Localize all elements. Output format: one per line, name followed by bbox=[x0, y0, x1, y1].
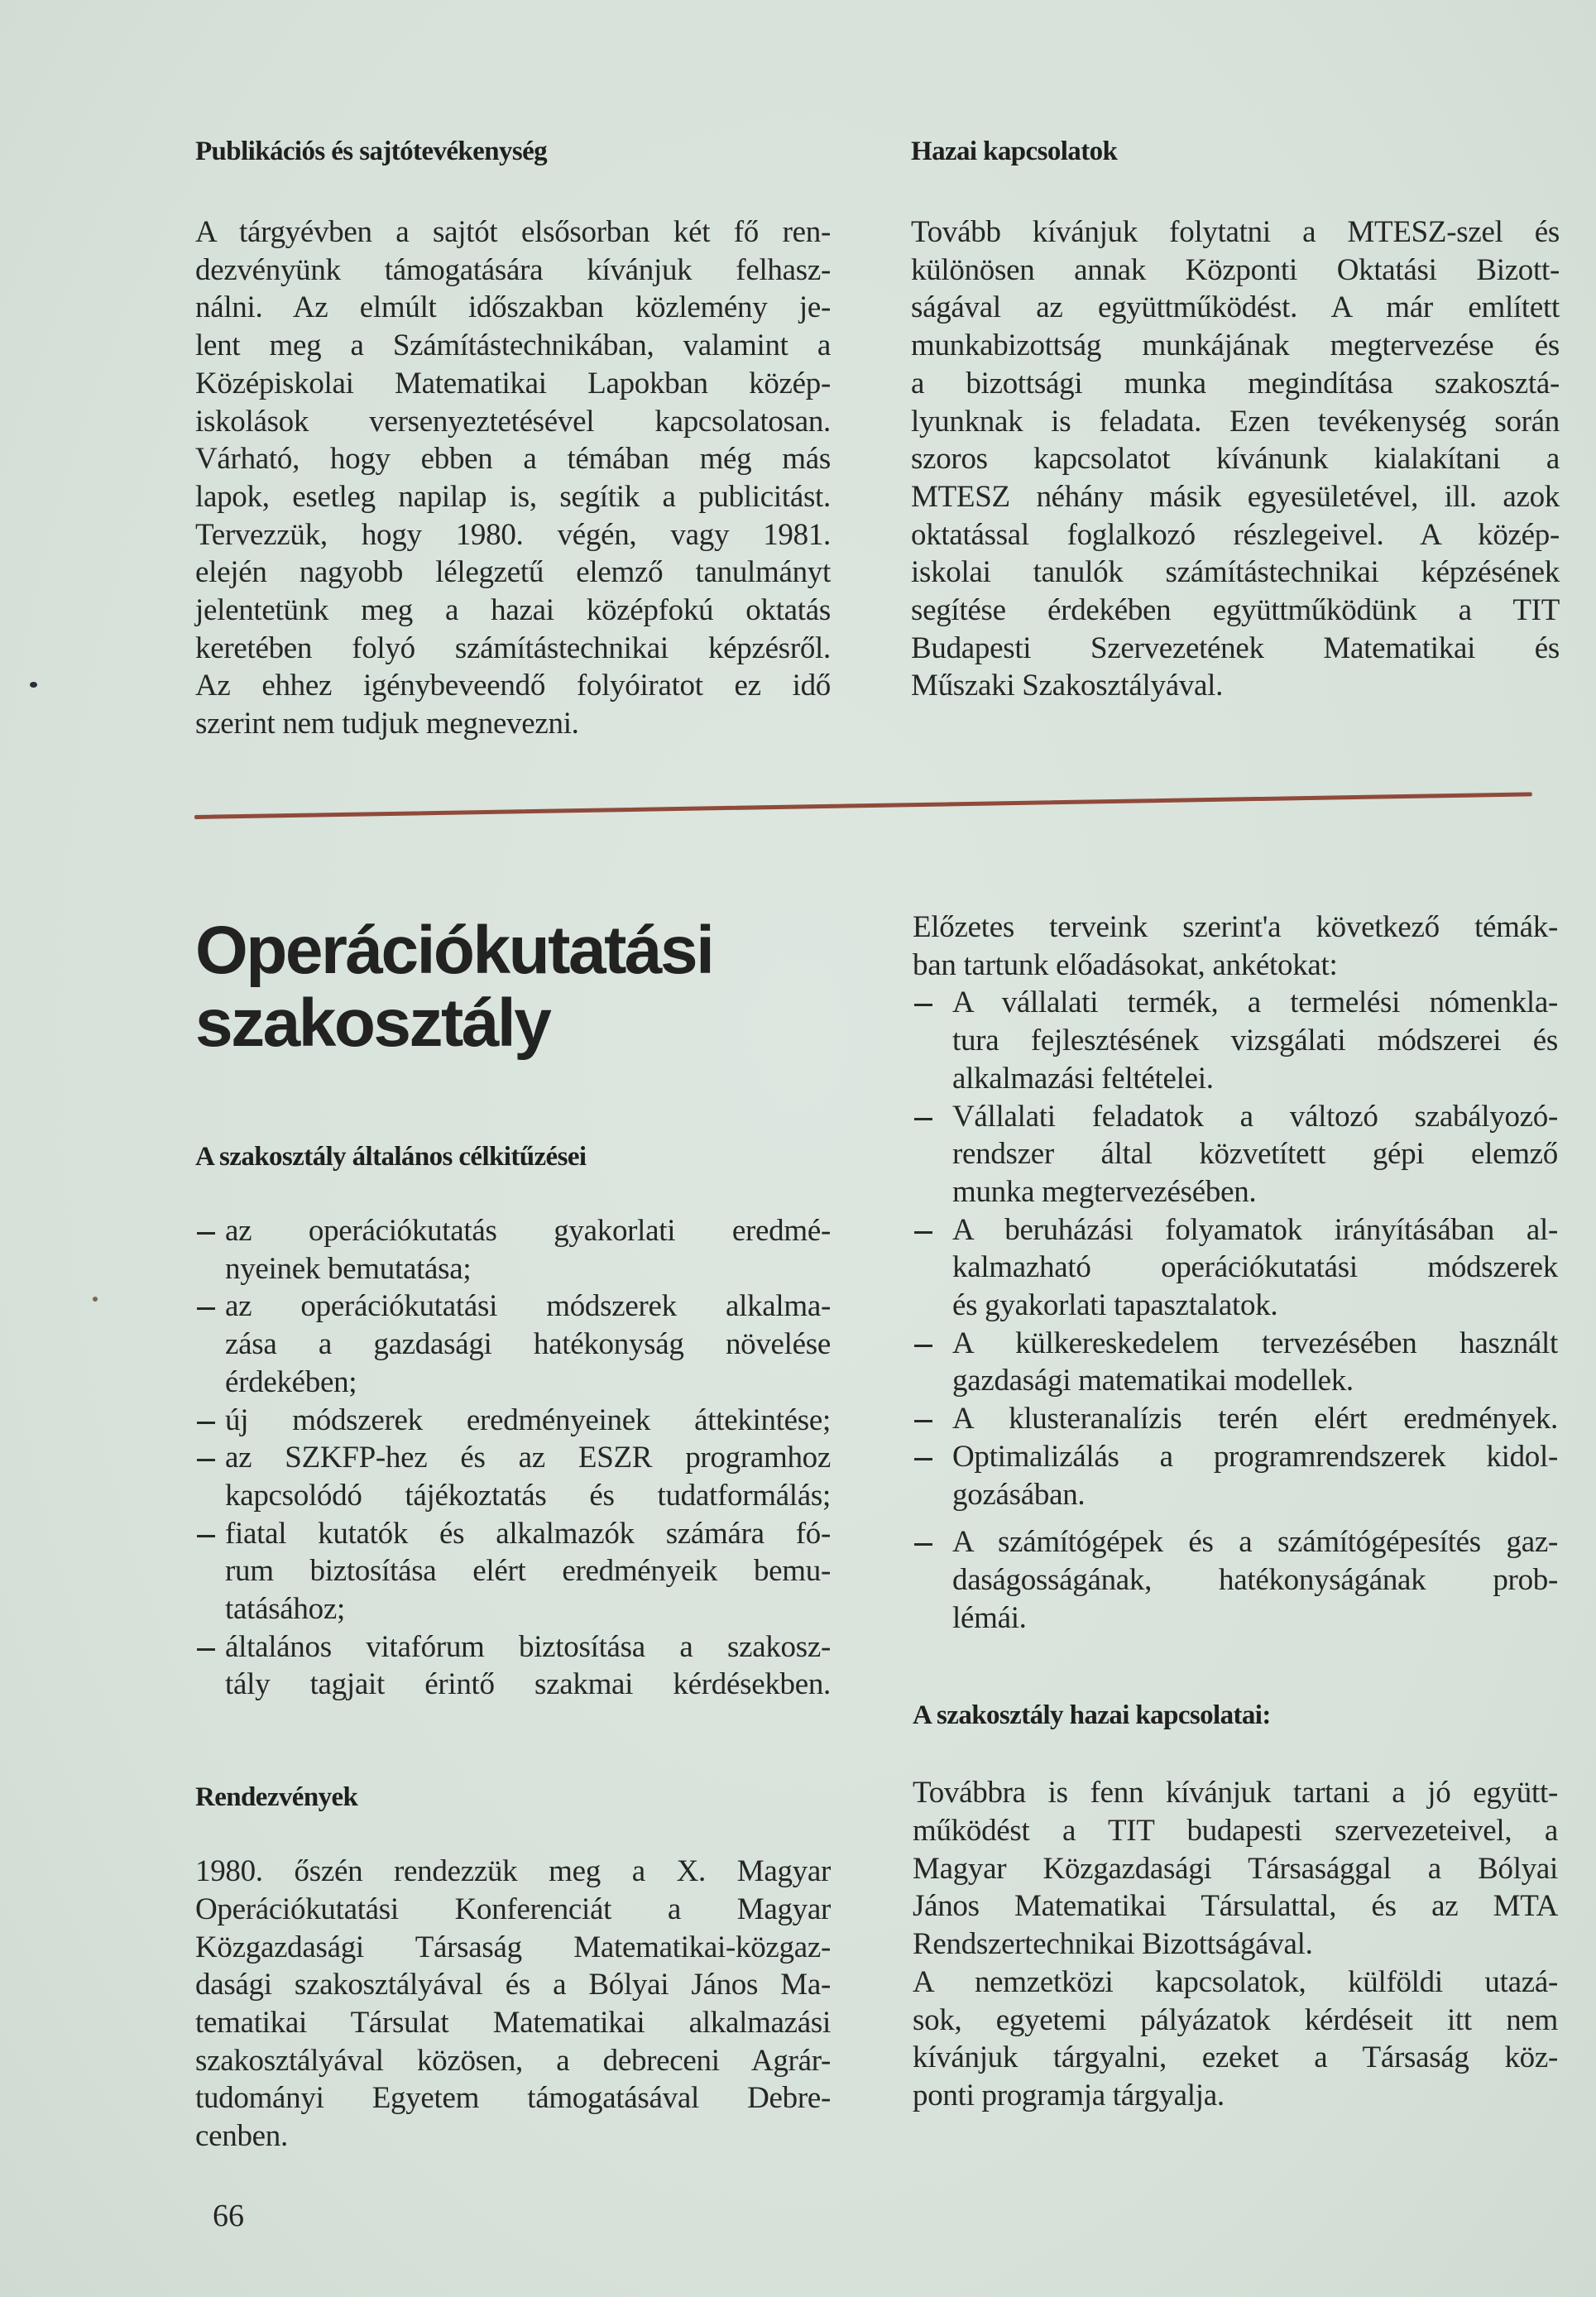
ink-speck bbox=[30, 682, 37, 688]
section-right-column bbox=[913, 909, 1558, 2115]
text-line: jelentetünk meg a hazai középfokú oktatás bbox=[195, 593, 831, 628]
text-line: Műszaki Szakosztályával. bbox=[911, 669, 1224, 703]
relations-heading: A szakosztály hazai kapcsolatai: bbox=[913, 1700, 1271, 1731]
text-line: tudományi Egyetem támogatásával Debre- bbox=[195, 2081, 831, 2116]
events-heading: Rendezvények bbox=[195, 1782, 358, 1813]
goal-item: új módszerek eredményeinek áttekintése; bbox=[225, 1403, 831, 1437]
text-line: lapok, esetleg napilap is, segítik a publicitást. bbox=[195, 479, 831, 514]
text-line: Operációkutatási Konferenciát a Magyar bbox=[195, 1892, 831, 1926]
topic-item: Vállalati feladatok a változó szabályozó- rendszer által közvetített gépi elemző munka megtervezésében. bbox=[952, 1099, 1558, 1209]
text-line: kívánjuk tárgyalni, ezeket a Társaság köz- bbox=[913, 2040, 1558, 2075]
section-title bbox=[195, 914, 831, 1060]
domestic-relations-section bbox=[911, 132, 1560, 705]
text-line: Középiskolai Matematikai Lapokban közép- bbox=[195, 366, 831, 400]
section-title-line: Operációkutatási bbox=[195, 913, 713, 988]
goal-item: az operációkutatás gyakorlati eredmé- nyeinek bemutatása; bbox=[225, 1214, 831, 1286]
text-line: Tervezzük, hogy 1980. végén, vagy 1981. bbox=[195, 517, 831, 552]
text-line: A tárgyévben a sajtót elsősorban két fő ren- bbox=[195, 215, 831, 249]
text-line: a bizottsági munka megindítása szakosztá- bbox=[911, 366, 1560, 400]
text-line: különösen annak Központi Oktatási Bizott- bbox=[911, 252, 1560, 287]
text-line: Közgazdasági Társaság Matematikai-közgaz- bbox=[195, 1930, 831, 1964]
text-line: szerint nem tudjuk megnevezni. bbox=[195, 707, 579, 741]
publication-section bbox=[195, 132, 831, 743]
text-line: lent meg a Számítástechnikában, valamint a bbox=[195, 328, 831, 363]
text-line: Budapesti Szervezetének Matematikai és bbox=[911, 631, 1560, 665]
text-line: segítése érdekében együttműködünk a TIT bbox=[911, 593, 1560, 628]
text-line: elején nagyobb lélegzetű elemző tanulmányt bbox=[195, 555, 831, 590]
publication-heading: Publikációs és sajtótevékenység bbox=[195, 137, 548, 166]
events-paragraph bbox=[195, 1853, 831, 2156]
text-line: A nemzetközi kapcsolatok, külföldi utazá- bbox=[913, 1964, 1558, 1999]
section-title-line: szakosztály bbox=[195, 985, 550, 1061]
goals-heading: A szakosztály általános célkitűzései bbox=[195, 1142, 587, 1172]
text-line: Várható, hogy ebben a témában még más bbox=[195, 442, 831, 477]
text-line: Magyar Közgazdasági Társasággal a Bólyai bbox=[913, 1851, 1558, 1886]
goal-item: általános vitafórum biztosítása a szakosz- tály tagjait érintő szakmai kérdésekben. bbox=[225, 1629, 831, 1702]
ink-speck bbox=[93, 1297, 98, 1302]
text-line: ban tartunk előadásokat, ankétokat: bbox=[913, 947, 1338, 982]
text-line: Rendszertechnikai Bizottságával. bbox=[913, 1927, 1313, 1962]
text-line: tematikai Társulat Matematikai alkalmazási bbox=[195, 2005, 831, 2040]
text-line: iskolások versenyeztetésével kapcsolatosan. bbox=[195, 404, 831, 439]
section-divider bbox=[194, 792, 1532, 819]
text-line: dezvényünk támogatására kívánjuk felhasz- bbox=[195, 252, 831, 287]
domestic-heading: Hazai kapcsolatok bbox=[911, 137, 1118, 166]
text-line: ponti programja tárgyalja. bbox=[913, 2078, 1225, 2112]
topic-item: Optimalizálás a programrendszerek kidol- gozásában. bbox=[952, 1439, 1558, 1512]
text-line: nálni. Az elmúlt időszakban közlemény je- bbox=[195, 290, 831, 325]
text-line: munkabizottság munkájának megtervezése és bbox=[911, 328, 1560, 363]
text-line: MTESZ néhány másik egyesületével, ill. azok bbox=[911, 479, 1560, 514]
text-line: ságával az együttműködést. A már említett bbox=[911, 290, 1560, 325]
goals-list bbox=[195, 1212, 831, 1704]
goal-item: az operációkutatási módszerek alkalma- zása a gazdasági hatékonyság növelése érdekében; bbox=[225, 1289, 831, 1399]
text-line: dasági szakosztályával és a Bólyai János Ma- bbox=[195, 1968, 831, 2002]
page-number: 66 bbox=[213, 2199, 244, 2233]
text-line: Tovább kívánjuk folytatni a MTESZ-szel és bbox=[911, 215, 1560, 249]
domestic-paragraph bbox=[911, 213, 1560, 705]
topic-item: A klusteranalízis terén elért eredmények. bbox=[952, 1402, 1558, 1436]
topic-item: A számítógépek és a számítógépesítés gaz- daságosságának, hatékonyságának prob- lémái. bbox=[952, 1525, 1558, 1635]
goal-item: az SZKFP-hez és az ESZR programhoz kapcsolódó tájékoztatás és tudatformálás; bbox=[225, 1441, 831, 1513]
text-line: működést a TIT budapesti szervezeteivel, a bbox=[913, 1814, 1558, 1849]
topic-item: A beruházási folyamatok irányításában al- kalmazható operációkutatási módszerek és gyakorlati tapasztalatok. bbox=[952, 1212, 1558, 1323]
publication-paragraph bbox=[195, 213, 831, 743]
text-line: iskolai tanulók számítástechnikai képzésének bbox=[911, 555, 1560, 590]
topics-intro bbox=[913, 909, 1558, 984]
topics-list bbox=[913, 984, 1558, 1637]
text-line: lyunknak is feladata. Ezen tevékenység során bbox=[911, 404, 1560, 439]
text-line: Az ehhez igénybeveendő folyóiratot ez idő bbox=[195, 669, 831, 703]
text-line: szoros kapcsolatot kívánunk kialakítani a bbox=[911, 442, 1560, 477]
text-line: keretében folyó számítástechnikai képzésről. bbox=[195, 631, 831, 665]
section-left-column bbox=[195, 914, 831, 2156]
text-line: Továbbra is fenn kívánjuk tartani a jó együtt- bbox=[913, 1776, 1558, 1810]
text-line: 1980. őszén rendezzük meg a X. Magyar bbox=[195, 1854, 831, 1889]
text-line: Előzetes terveink szerint'a következő témák- bbox=[913, 910, 1558, 944]
topic-item: A külkereskedelem tervezésében használt gazdasági matematikai modellek. bbox=[952, 1326, 1558, 1398]
goal-item: fiatal kutatók és alkalmazók számára fó- rum biztosítása elért eredményeik bemu- tatásához; bbox=[225, 1516, 831, 1627]
text-line: szakosztályával közösen, a debreceni Agrár- bbox=[195, 2043, 831, 2078]
topic-item: A vállalati termék, a termelési nómenkla- tura fejlesztésének vizsgálati módszerei és alkalmazási feltételei. bbox=[952, 985, 1558, 1096]
text-line: János Matematikai Társulattal, és az MTA bbox=[913, 1889, 1558, 1924]
relations-paragraph bbox=[913, 1774, 1558, 2114]
text-line: cenben. bbox=[195, 2119, 288, 2154]
text-line: sok, egyetemi pályázatok kérdéseit itt nem bbox=[913, 2002, 1558, 2037]
text-line: oktatással foglalkozó részlegeivel. A közép- bbox=[911, 517, 1560, 552]
